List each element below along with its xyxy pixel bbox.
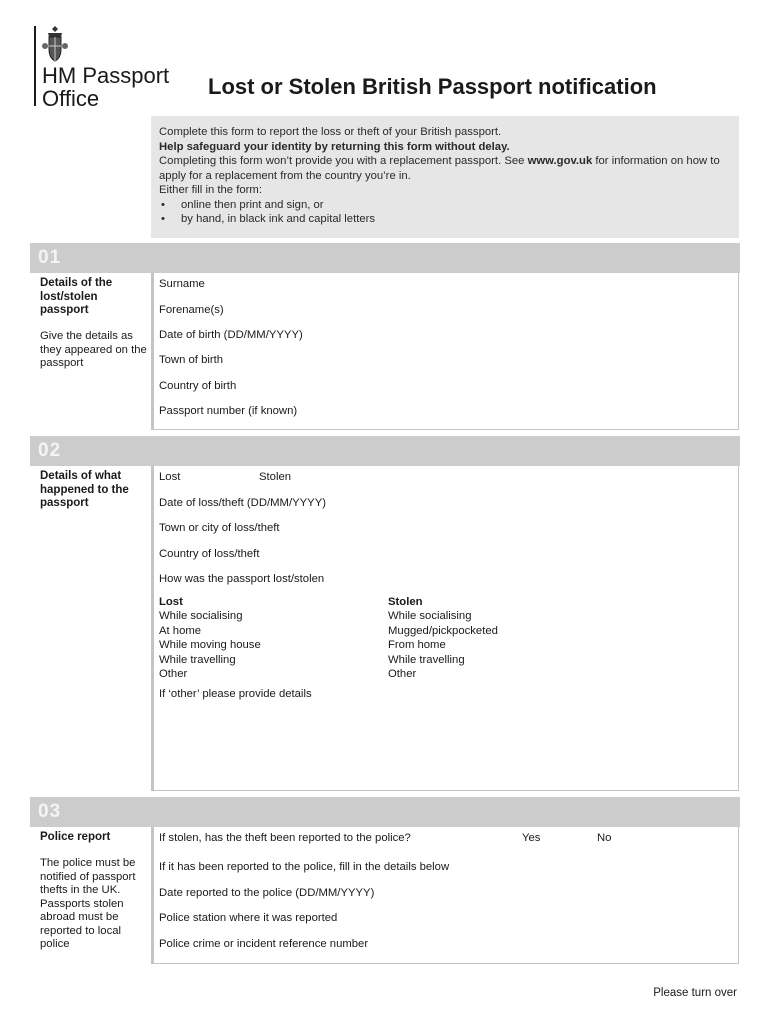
turn-over-note: Please turn over [653,987,737,999]
stolen-reason-option[interactable]: Other [388,668,417,680]
gov-uk-link[interactable]: www.gov.uk [527,155,593,167]
intro-line-1: Complete this form to report the loss or theft of your British passport. [159,126,502,138]
section-number: 01 [38,247,62,268]
section-01-heading: Details of the lost/stolen passport [40,277,113,316]
surname-field[interactable]: Surname [159,278,205,290]
how-lost-label: How was the passport lost/stolen [159,573,325,585]
intro-line-2: Help safeguard your identity by returning this form without delay. [159,140,510,153]
section-01-bar [30,243,740,273]
police-instruction: If it has been reported to the police, fill in the details below [159,861,450,873]
country-of-loss-field[interactable]: Country of loss/theft [159,548,260,560]
intro-line-4: Either fill in the form: [159,184,262,196]
lost-reason-option[interactable]: While travelling [159,654,236,666]
stolen-reason-option[interactable]: Mugged/pickpocketed [388,625,498,637]
date-of-loss-field[interactable]: Date of loss/theft (DD/MM/YYYY) [159,497,326,509]
section-02-bar [30,436,740,466]
section-03-note: The police must be notified of passport thefts in the UK. Passports stolen abroad must be reported to local police [40,857,136,950]
intro-line-3: Completing this form won’t provide you with a replacement passport. See www.gov.uk for information on how to apply for a replacement from the country you’re in. [159,155,720,182]
yes-option[interactable]: Yes [522,832,541,844]
date-of-birth-field[interactable]: Date of birth (DD/MM/YYYY) [159,329,303,341]
stolen-option[interactable]: Stolen [259,471,292,483]
lost-reason-option[interactable]: While socialising [159,610,243,622]
intro-bullets [159,198,731,227]
town-of-loss-field[interactable]: Town or city of loss/theft [159,522,280,534]
logo-rule [34,26,36,106]
intro-box [151,116,739,238]
section-03-heading: Police report [40,831,111,843]
lost-reason-option[interactable]: While moving house [159,639,261,651]
date-reported-field[interactable]: Date reported to the police (DD/MM/YYYY) [159,887,375,899]
other-details-field[interactable]: If ‘other’ please provide details [159,688,312,700]
police-question: If stolen, has the theft been reported to the police? [159,832,411,844]
lost-reason-option[interactable]: At home [159,625,202,637]
town-of-birth-field[interactable]: Town of birth [159,354,224,366]
crime-reference-field[interactable]: Police crime or incident reference number [159,938,369,950]
logo-text-line2: Office [42,86,100,111]
stolen-reason-option[interactable]: While travelling [388,654,465,666]
country-of-birth-field[interactable]: Country of birth [159,380,237,392]
passport-number-field[interactable]: Passport number (if known) [159,405,298,417]
logo-text-line1: HM Passport [42,63,170,88]
section-number: 02 [38,440,62,461]
page-title: Lost or Stolen British Passport notification [208,74,657,99]
section-03-bar [30,797,740,827]
stolen-reason-option[interactable]: While socialising [388,610,472,622]
royal-crest-icon [40,24,70,64]
no-option[interactable]: No [597,832,612,844]
lost-reason-option[interactable]: Other [159,668,188,680]
lost-reasons-heading: Lost [159,596,183,608]
section-02-heading: Details of what happened to the passport [40,470,129,509]
stolen-reasons-heading: Stolen [388,596,423,608]
forenames-field[interactable]: Forename(s) [159,304,224,316]
police-station-field[interactable]: Police station where it was reported [159,912,338,924]
lost-option[interactable]: Lost [159,471,181,483]
bullet-item: • online then print and sign, or [181,198,731,213]
section-number: 03 [38,801,62,822]
stolen-reason-option[interactable]: From home [388,639,446,651]
bullet-item: • by hand, in black ink and capital letters [181,212,731,227]
section-01-note: Give the details as they appeared on the passport [40,330,147,369]
